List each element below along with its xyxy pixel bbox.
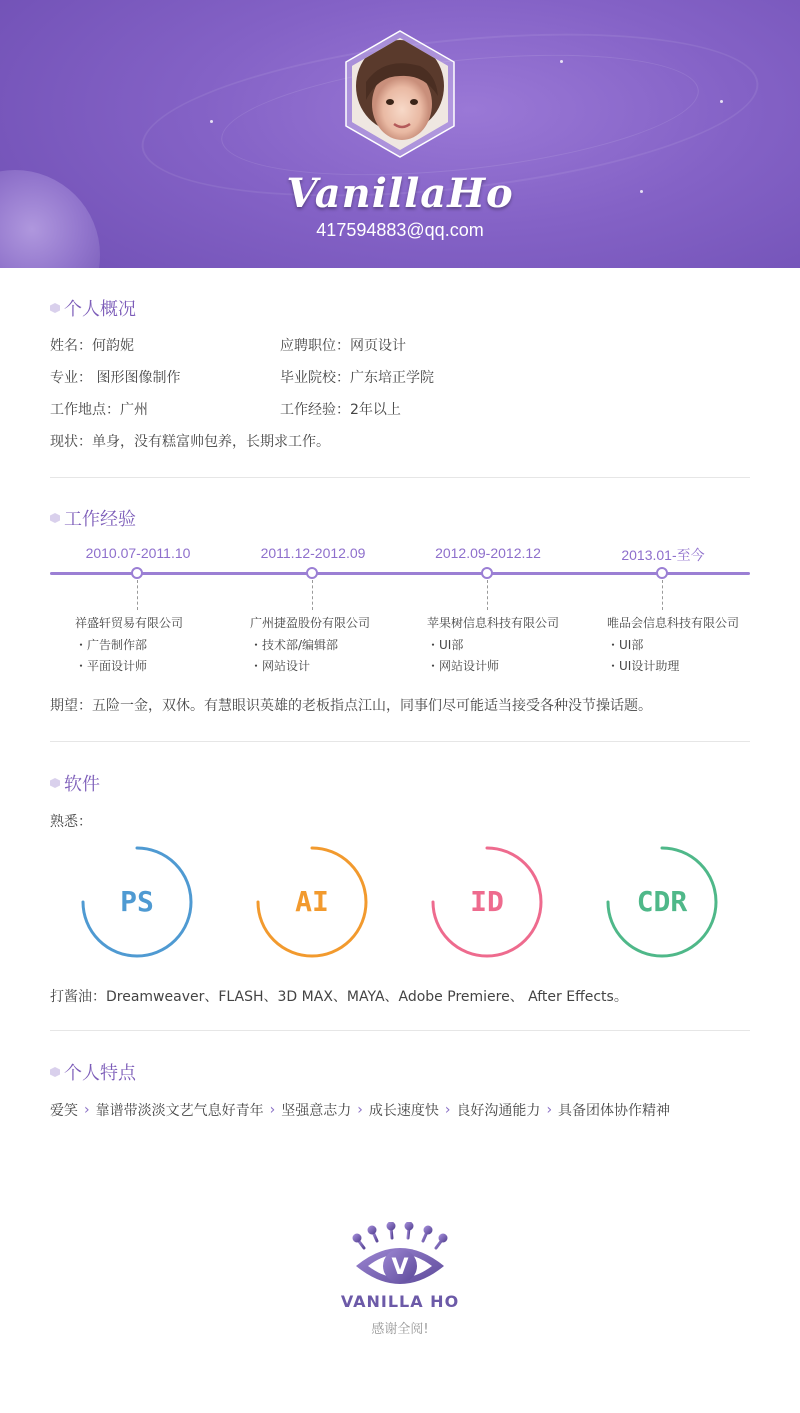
- profile-school: 毕业院校：广东培正学院: [280, 370, 434, 386]
- logo-letter: V: [391, 1255, 409, 1280]
- section-title-profile: [50, 295, 136, 321]
- profile-major: 专业： 图形图像制作: [50, 370, 181, 386]
- timeline-node: [656, 567, 668, 579]
- skill-ring-ai: [255, 845, 369, 959]
- skill-ring-id: [430, 845, 544, 959]
- candidate-email[interactable]: 417594883@qq.com: [316, 220, 484, 240]
- timeline-item: ・UI设计助理: [607, 659, 680, 673]
- candidate-name: VanillaHo: [286, 170, 514, 217]
- timeline-date: 2012.09-2012.12: [435, 545, 541, 561]
- skill-label: CDR: [636, 885, 688, 918]
- timeline-company: 广州捷盈股份有限公司: [250, 616, 371, 630]
- timeline-company: 苹果树信息科技有限公司: [427, 616, 560, 630]
- profile-status: 现状：单身，没有糕富帅包养，长期求工作。: [50, 434, 330, 450]
- section-title-software: [50, 770, 100, 796]
- timeline-line: [50, 572, 750, 575]
- hexagon-bullet-icon: [50, 778, 60, 788]
- chevron-right-icon: ›: [357, 1102, 363, 1118]
- section-title-experience: [50, 505, 136, 531]
- timeline-node: [306, 567, 318, 579]
- job-expectation: 期望：五险一金，双休。有慧眼识英雄的老板指点江山，同事们尽可能适当接受各种没节操话题。: [50, 698, 652, 714]
- trait-item: 具备团体协作精神: [558, 1103, 671, 1119]
- brand-name: VANILLA HO: [340, 1292, 460, 1311]
- skill-label: PS: [120, 885, 154, 918]
- hexagon-bullet-icon: [50, 303, 60, 313]
- eye-logo-icon: [350, 1222, 450, 1294]
- section-title-text: 软件: [64, 774, 100, 795]
- timeline-item: ・广告制作部: [75, 638, 148, 652]
- profile-position: 应聘职位：网页设计: [280, 338, 406, 354]
- timeline-company: 祥盛轩贸易有限公司: [75, 616, 184, 630]
- timeline-item: ・网站设计师: [427, 659, 500, 673]
- section-title-text: 个人概况: [64, 299, 136, 320]
- hexagon-bullet-icon: [50, 513, 60, 523]
- chevron-right-icon: ›: [84, 1102, 90, 1118]
- trait-item: 良好沟通能力: [456, 1103, 541, 1119]
- star: [210, 120, 213, 123]
- timeline-date: 2010.07-2011.10: [85, 545, 191, 561]
- timeline-item: ・平面设计师: [75, 659, 148, 673]
- trait-item: 爱笑: [50, 1103, 78, 1119]
- divider: [50, 741, 750, 742]
- timeline-connector: [662, 580, 663, 610]
- skill-label: ID: [470, 885, 504, 918]
- hexagon-bullet-icon: [50, 1067, 60, 1077]
- thanks-text: 感谢全阅!: [371, 1322, 429, 1337]
- other-software: 打酱油：Dreamweaver、FLASH、3D MAX、MAYA、Adobe Premiere、 After Effects。: [50, 989, 628, 1005]
- timeline-item: ・UI部: [607, 638, 644, 652]
- familiar-label: 熟悉：: [50, 814, 92, 830]
- timeline-connector: [487, 580, 488, 610]
- profile-name: 姓名：何韵妮: [50, 338, 134, 354]
- star: [720, 100, 723, 103]
- timeline-company: 唯品会信息科技有限公司: [607, 616, 740, 630]
- timeline-connector: [137, 580, 138, 610]
- traits-list: [50, 1100, 670, 1120]
- skill-ring-ps: [80, 845, 194, 959]
- chevron-right-icon: ›: [546, 1102, 553, 1118]
- divider: [50, 477, 750, 478]
- timeline-item: ・技术部/编辑部: [250, 638, 339, 652]
- timeline-date: 2011.12-2012.09: [260, 545, 366, 561]
- chevron-right-icon: ›: [269, 1102, 276, 1118]
- header-banner: [0, 0, 800, 268]
- divider: [50, 1030, 750, 1031]
- profile-experience-years: 工作经验：2年以上: [280, 402, 401, 418]
- section-title-text: 个人特点: [64, 1063, 136, 1084]
- timeline-item: ・UI部: [427, 638, 464, 652]
- timeline-node: [481, 567, 493, 579]
- skill-label: AI: [295, 885, 329, 918]
- avatar: [344, 30, 456, 158]
- section-title-traits: [50, 1059, 136, 1085]
- skill-ring-cdr: [605, 845, 719, 959]
- timeline-node: [131, 567, 143, 579]
- section-title-text: 工作经验: [64, 509, 136, 530]
- star: [560, 60, 563, 63]
- trait-item: 成长速度快: [368, 1103, 439, 1119]
- trait-item: 靠谱带淡淡文艺气息好青年: [95, 1103, 264, 1119]
- timeline-date: 2013.01-至今: [621, 547, 705, 563]
- timeline-connector: [312, 580, 313, 610]
- chevron-right-icon: ›: [444, 1102, 451, 1118]
- trait-item: 坚强意志力: [281, 1103, 352, 1119]
- profile-location: 工作地点：广州: [50, 402, 148, 418]
- timeline-item: ・网站设计: [250, 659, 311, 673]
